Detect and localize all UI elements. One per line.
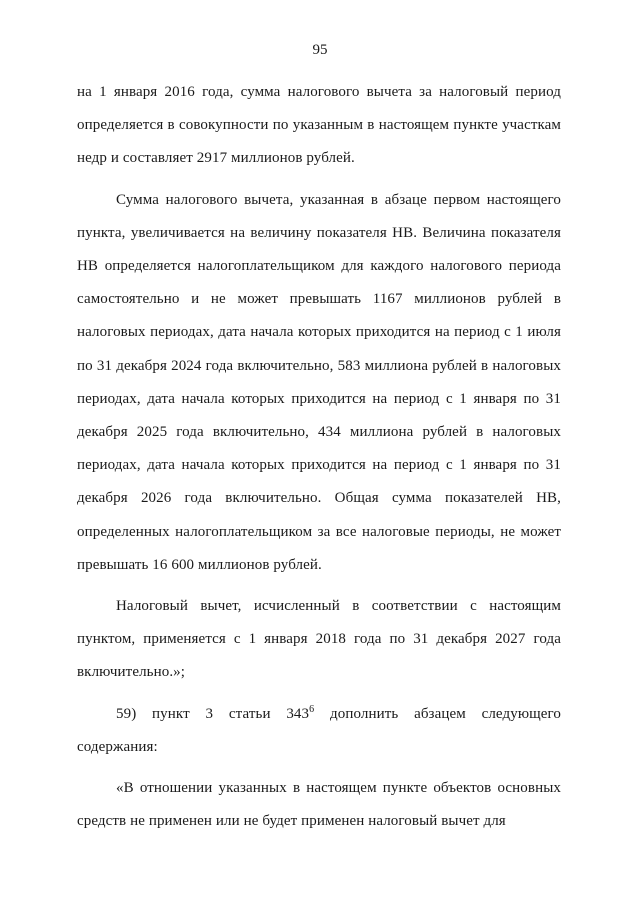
document-body <box>77 76 561 846</box>
article-superscript: 6 <box>309 703 315 715</box>
paragraph-fixed-assets: «В отношении указанных в настоящем пункте объектов основных средств не применен или не будет применен налоговый вычет для <box>77 780 561 830</box>
paragraph-deduction-increase: Сумма налогового вычета, указанная в абзаце первом настоящего пункта, увеличивается на величину показателя НВ. Величина показателя НВ определяется налогоплательщиком для каждого налогового периода самостоятельно и не может превышать 1167 миллионов рублей в налоговых периодах, дата начала которых приходится на период с 1 июля по 31 декабря 2024 года включительно, 583 миллиона рублей в налоговых периодах, дата начала которых приходится на период с 1 января по 31 декабря 2025 года включительно, 434 миллиона рублей в налоговых периодах, дата начала которых приходится на период с 1 января по 31 декабря 2026 года включительно. Общая сумма показателей НВ, определенных налогоплательщиком за все налоговые периоды, не может превышать 16 600 миллионов рублей. <box>77 191 561 573</box>
paragraph-deduction-period: Налоговый вычет, исчисленный в соответствии с настоящим пунктом, применяется с 1 января 2018 года по 31 декабря 2027 года включительно.»; <box>77 598 561 681</box>
item-59-text-before: 59) пункт 3 статьи 343 <box>116 705 310 722</box>
paragraph-continuation: на 1 января 2016 года, сумма налогового вычета за налоговый период определяется в совокупности по указанным в настоящем пункте участкам недр и составляет 2917 миллионов рублей. <box>77 84 561 167</box>
item-59-text-after: дополнить абзацем следующего содержания: <box>77 705 562 755</box>
page-number: 95 <box>312 42 328 58</box>
paragraph-item-59 <box>77 698 561 764</box>
